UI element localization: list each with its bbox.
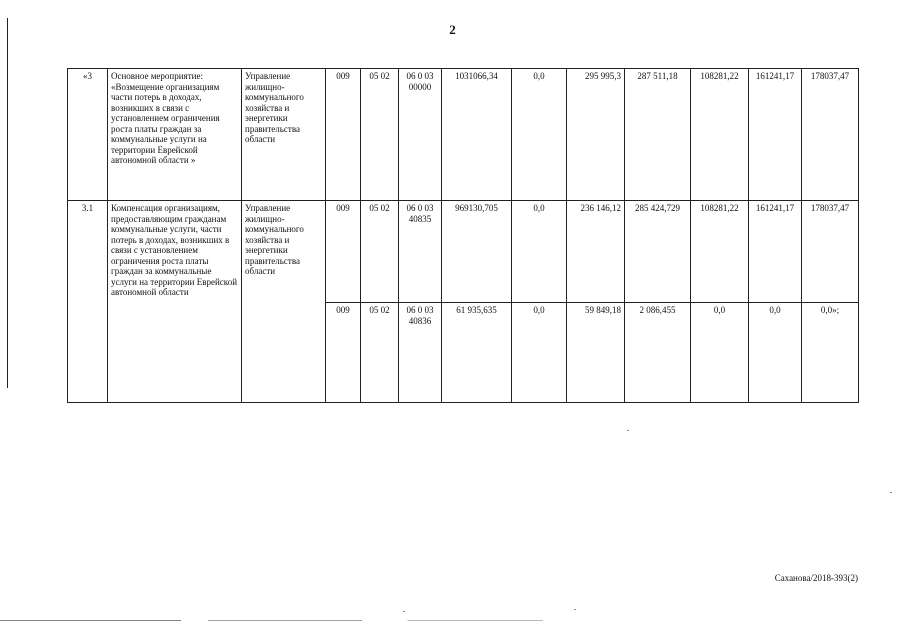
year-amount: 59 849,18 bbox=[567, 303, 625, 403]
table-row bbox=[68, 201, 859, 303]
year-amount: 2 086,455 bbox=[625, 303, 691, 403]
year-amount: 0,0 bbox=[512, 303, 567, 403]
year-amount: 108281,22 bbox=[691, 201, 749, 303]
page-number: 2 bbox=[449, 22, 456, 37]
scan-speck bbox=[403, 611, 405, 612]
row-number: 3.1 bbox=[68, 201, 108, 403]
total-amount: 969130,705 bbox=[442, 201, 512, 303]
scan-speck bbox=[890, 492, 892, 493]
year-amount: 178037,47 bbox=[802, 201, 859, 303]
row-number: «3 bbox=[68, 69, 108, 201]
total-amount: 1031066,34 bbox=[442, 69, 512, 201]
measure-name: Основное мероприятие: «Возмещение организациям части потерь в доходах, возникших в связи с установлением ограничения роста платы граждан за коммунальные услуги на территории Еврейской автономной области » bbox=[108, 69, 242, 201]
executor: Управление жилищно-коммунального хозяйства и энергетики правительства области bbox=[242, 69, 326, 201]
document-code: Саханова/2018-393(2) bbox=[774, 573, 858, 583]
rzpr-code: 05 02 bbox=[361, 303, 399, 403]
year-amount: 178037,47 bbox=[802, 69, 859, 201]
year-amount: 0,0 bbox=[749, 303, 802, 403]
csr-code: 06 0 03 40835 bbox=[399, 201, 442, 303]
year-amount: 295 995,3 bbox=[567, 69, 625, 201]
year-amount: 287 511,18 bbox=[625, 69, 691, 201]
year-amount: 161241,17 bbox=[749, 69, 802, 201]
budget-table bbox=[67, 68, 859, 403]
executor: Управление жилищно-коммунального хозяйства и энергетики правительства области bbox=[242, 201, 326, 403]
table-row bbox=[68, 69, 859, 201]
grbs-code: 009 bbox=[326, 69, 361, 201]
left-margin-rule bbox=[7, 18, 8, 388]
scan-speck bbox=[627, 430, 629, 431]
year-amount: 0,0»; bbox=[802, 303, 859, 403]
csr-code: 06 0 03 40836 bbox=[399, 303, 442, 403]
year-amount: 108281,22 bbox=[691, 69, 749, 201]
grbs-code: 009 bbox=[326, 201, 361, 303]
grbs-code: 009 bbox=[326, 303, 361, 403]
rzpr-code: 05 02 bbox=[361, 201, 399, 303]
measure-name: Компенсация организациям, предоставляющим гражданам коммунальные услуги, части потерь в доходах, возникших в связи с установлением ограничения роста платы граждан за коммунальные услуги на территории Еврейской автономной области bbox=[108, 201, 242, 403]
year-amount: 161241,17 bbox=[749, 201, 802, 303]
rzpr-code: 05 02 bbox=[361, 69, 399, 201]
year-amount: 0,0 bbox=[512, 69, 567, 201]
csr-code: 06 0 03 00000 bbox=[399, 69, 442, 201]
year-amount: 285 424,729 bbox=[625, 201, 691, 303]
scan-bottom-edge bbox=[0, 620, 905, 621]
scan-speck bbox=[574, 609, 576, 610]
year-amount: 0,0 bbox=[691, 303, 749, 403]
year-amount: 236 146,12 bbox=[567, 201, 625, 303]
total-amount: 61 935,635 bbox=[442, 303, 512, 403]
year-amount: 0,0 bbox=[512, 201, 567, 303]
